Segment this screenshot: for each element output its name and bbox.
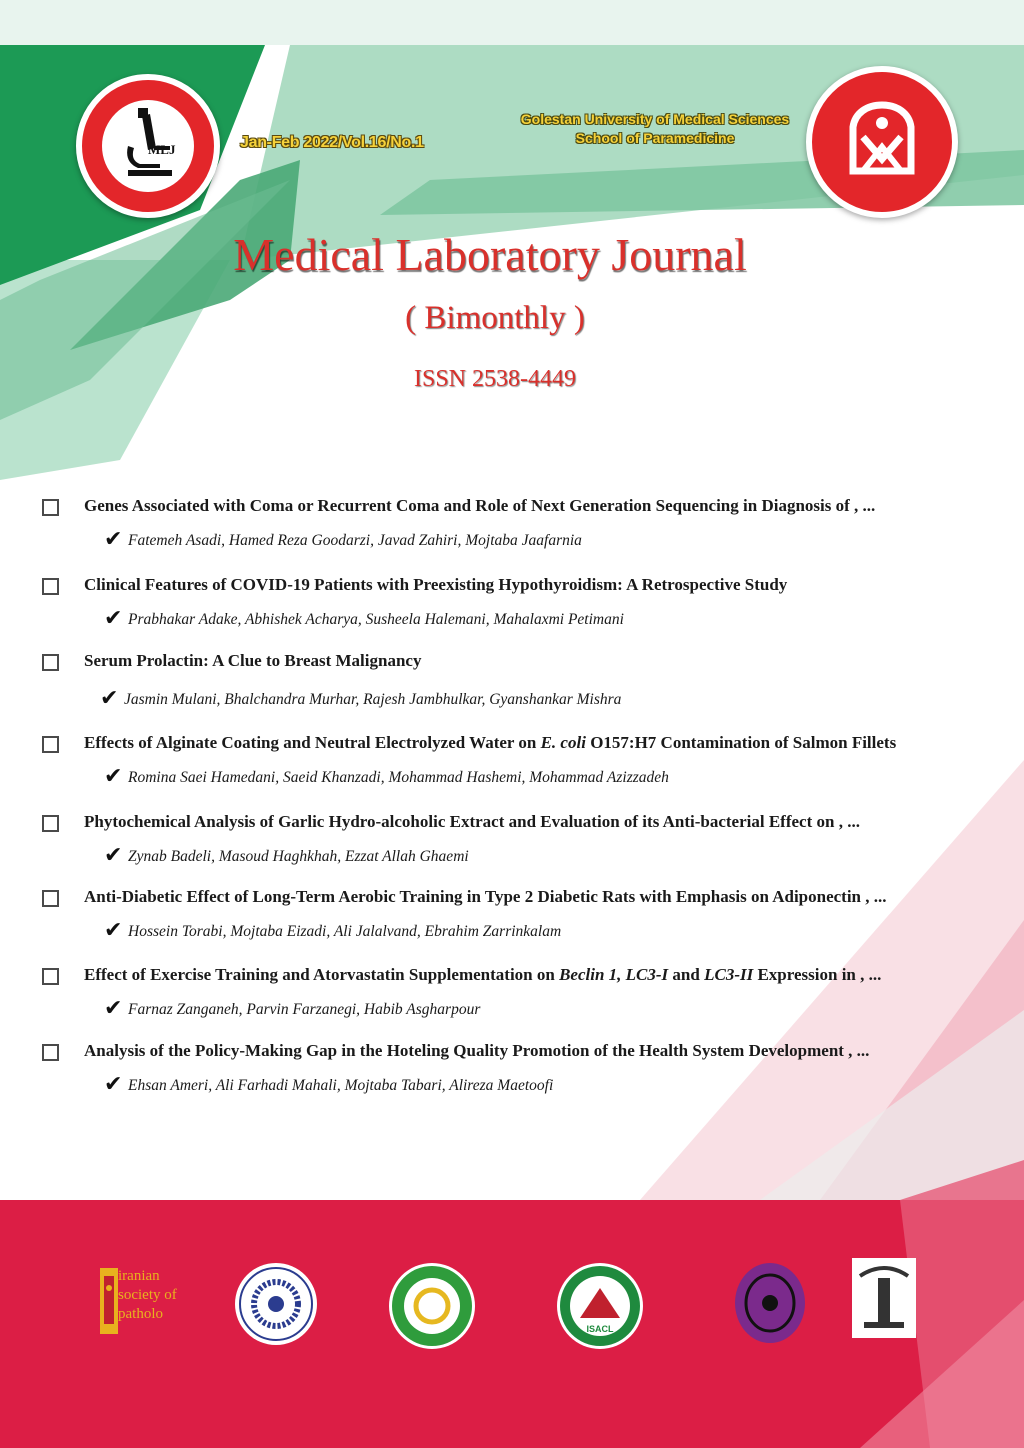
article-authors: Prabhakar Adake, Abhishek Acharya, Susheela Halemani, Mahalaxmi Petimani <box>128 611 624 628</box>
article-title: Serum Prolactin: A Clue to Breast Malignancy <box>84 651 422 670</box>
university-logo <box>806 66 958 218</box>
article-title: Phytochemical Analysis of Garlic Hydro-alcoholic Extract and Evaluation of its Anti-bacterial Effect on , ... <box>84 812 860 831</box>
pathology-society-logo <box>98 1266 120 1336</box>
checkbox-icon <box>42 968 59 985</box>
checkbox-icon <box>42 815 59 832</box>
article-entry <box>40 651 1015 714</box>
article-title: Anti-Diabetic Effect of Long-Term Aerobic Training in Type 2 Diabetic Rats with Emphasis on Adiponectin , ... <box>84 887 887 906</box>
pathology-society-text: iranian society of patholo <box>118 1268 177 1322</box>
parasitology-society-logo <box>234 1262 318 1346</box>
article-title: Effect of Exercise Training and Atorvastatin Supplementation on Beclin 1, LC3-I and LC3-II Expression in , ... <box>84 965 882 984</box>
article-title: Effects of Alginate Coating and Neutral Electrolyzed Water on E. coli O157:H7 Contamination of Salmon Fillets <box>84 733 897 752</box>
university-emblem-icon <box>827 87 937 197</box>
association-logo-green <box>388 1262 476 1350</box>
top-light-band <box>0 0 1024 45</box>
article-authors: Farnaz Zanganeh, Parvin Farzanegi, Habib Asgharpour <box>128 1001 481 1018</box>
article-authors: Jasmin Mulani, Bhalchandra Murhar, Rajesh Jambhulkar, Gyanshankar Mishra <box>124 691 622 708</box>
article-title: Genes Associated with Coma or Recurrent Coma and Role of Next Generation Sequencing in Diagnosis of , ... <box>84 496 876 515</box>
faculty-emblem-logo <box>852 1258 916 1338</box>
university-name <box>500 110 810 148</box>
article-entry <box>40 733 1015 792</box>
journal-issn: ISSN 2538-4449 <box>413 366 576 392</box>
article-entry <box>40 887 1015 946</box>
journal-logo-text: MLJ <box>148 142 176 157</box>
article-entry <box>40 812 1015 871</box>
checkmark-icon: ✔ <box>100 686 119 711</box>
checkbox-icon <box>42 890 59 907</box>
checkbox-icon <box>42 736 59 753</box>
article-entry <box>40 965 1015 1024</box>
article-entry <box>40 1041 1015 1100</box>
checkbox-icon <box>42 1044 59 1061</box>
article-authors: Zynab Badeli, Masoud Haghkhah, Ezzat Allah Ghaemi <box>128 848 469 865</box>
article-authors: Ehsan Ameri, Ali Farhadi Mahali, Mojtaba Tabari, Alireza Maetoofi <box>128 1077 554 1094</box>
checkmark-icon: ✔ <box>104 996 123 1021</box>
checkmark-icon: ✔ <box>104 606 123 631</box>
journal-frequency: ( Bimonthly ) <box>405 300 585 336</box>
article-title: Clinical Features of COVID-19 Patients with Preexisting Hypothyroidism: A Retrospective Study <box>84 575 788 594</box>
checkbox-icon <box>42 499 59 516</box>
journal-logo <box>76 74 220 218</box>
university-line-1: Golestan University of Medical Sciences <box>520 111 790 127</box>
article-authors: Fatemeh Asadi, Hamed Reza Goodarzi, Javad Zahiri, Mojtaba Jaafarnia <box>128 532 582 549</box>
checkmark-icon: ✔ <box>104 527 123 552</box>
article-title: Analysis of the Policy-Making Gap in the Hoteling Quality Promotion of the Health System Development , ... <box>84 1041 870 1060</box>
purple-society-logo <box>734 1262 806 1344</box>
article-entry <box>40 575 1015 634</box>
article-authors: Romina Saei Hamedani, Saeid Khanzadi, Mohammad Hashemi, Mohammad Azizzadeh <box>128 769 669 786</box>
checkmark-icon: ✔ <box>104 1072 123 1097</box>
university-line-2: School of Paramedicine <box>575 130 735 146</box>
checkbox-icon <box>42 654 59 671</box>
article-entry <box>40 496 1015 555</box>
checkmark-icon: ✔ <box>104 843 123 868</box>
journal-title: Medical Laboratory Journal <box>233 229 747 280</box>
checkmark-icon: ✔ <box>104 918 123 943</box>
issue-info: Jan-Feb 2022/Vol.16/No.1 <box>240 134 424 151</box>
isacl-label: ISACL <box>586 1324 614 1334</box>
checkmark-icon: ✔ <box>104 764 123 789</box>
article-authors: Hossein Torabi, Mojtaba Eizadi, Ali Jalalvand, Ebrahim Zarrinkalam <box>128 923 562 940</box>
isacl-logo <box>556 1262 644 1350</box>
checkbox-icon <box>42 578 59 595</box>
